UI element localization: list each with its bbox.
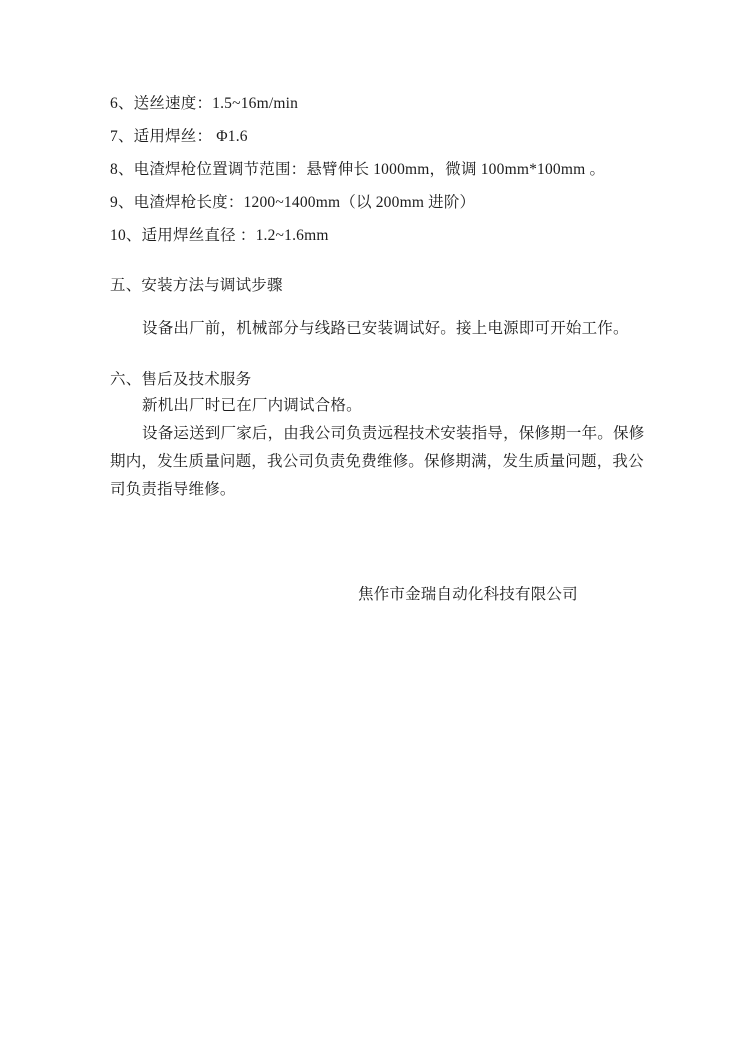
section-heading-installation: 五、安装方法与调试步骤 xyxy=(110,277,283,294)
spec-item-wire-diameter: 10、适用焊丝直径 ：1.2~1.6mm xyxy=(110,227,329,244)
section-heading-after-sales: 六、售后及技术服务 xyxy=(110,371,252,388)
spec-item-applicable-wire: 7、适用焊丝： Φ1.6 xyxy=(110,128,248,145)
installation-paragraph: 设备出厂前，机械部分与线路已安装调试好。接上电源即可开始工作。 xyxy=(142,320,629,337)
spec-item-gun-position-range: 8、电渣焊枪位置调节范围：悬臂伸长 1000mm，微调 100mm*100mm 。 xyxy=(110,161,606,178)
company-signature: 焦作市金瑞自动化科技有限公司 xyxy=(358,586,578,603)
after-sales-paragraph-2-line: 设备运送到厂家后，由我公司负责远程技术安装指导，保修期一年。保修 xyxy=(142,425,645,442)
after-sales-paragraph-2-line: 司负责指导维修。 xyxy=(110,481,236,498)
spec-item-wire-feed-speed: 6、送丝速度：1.5~16m/min xyxy=(110,95,299,112)
after-sales-paragraph-1: 新机出厂时已在厂内调试合格。 xyxy=(142,397,362,414)
after-sales-paragraph-2-line: 期内，发生质量问题，我公司负责免费维修。保修期满，发生质量问题，我公 xyxy=(110,453,644,470)
spec-item-gun-length: 9、电渣焊枪长度：1200~1400mm（以 200mm 进阶） xyxy=(110,194,476,211)
